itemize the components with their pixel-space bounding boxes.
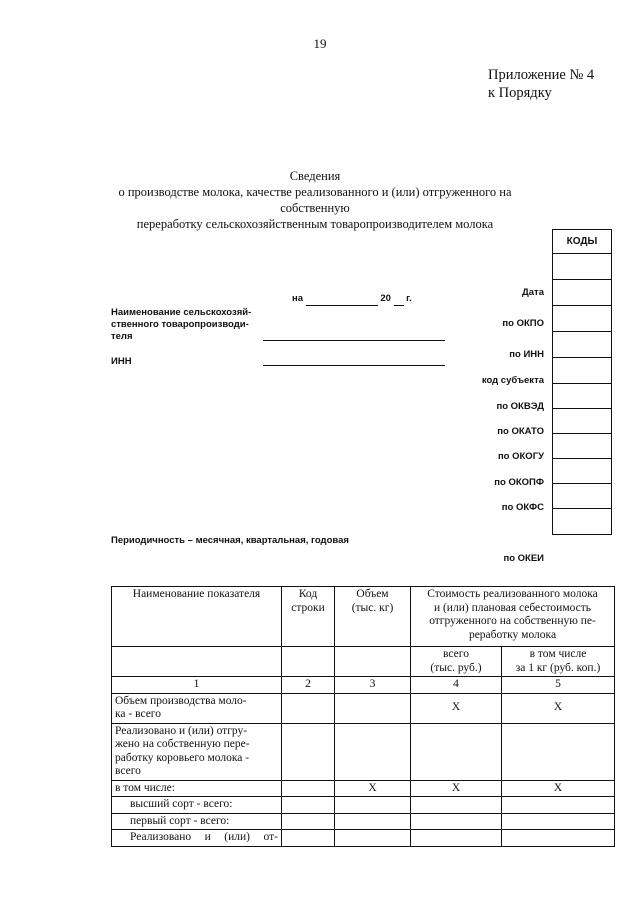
cost-total-cell: X (411, 693, 502, 723)
cost-total-cell (411, 797, 502, 814)
volume-cell (335, 797, 411, 814)
code-cell-okopf (553, 459, 612, 484)
header-row-code (282, 587, 335, 647)
header-cost-per-kg (502, 647, 615, 677)
header-cost-line-2: и (или) плановая себестоимость (433, 601, 592, 614)
row-label (112, 693, 282, 723)
column-number-1: 1 (112, 677, 282, 694)
cost-per-kg-cell (502, 723, 615, 780)
header-cost-line-1: Стоимость реализованного молока (427, 588, 598, 600)
producer-label-line-1: Наименование сельскохозяй- (111, 307, 252, 318)
row-label-line: работку коровьего молока - (115, 751, 250, 764)
header-volume-line-2: (тыс. кг) (351, 601, 394, 614)
appendix-heading (488, 66, 594, 102)
row-label-line: Реализовано и (или) отгру- (115, 724, 248, 737)
header-blank (335, 647, 411, 677)
volume-cell: X (335, 780, 411, 797)
codes-header: КОДЫ (553, 230, 612, 254)
codes-table (552, 229, 612, 535)
row-label (112, 723, 282, 780)
page-number: 19 (313, 36, 327, 51)
table-row (112, 780, 615, 797)
appendix-line-1: Приложение № 4 (488, 67, 595, 83)
row-code-cell (282, 813, 335, 830)
code-label-okogu: по ОКОГУ (497, 451, 544, 462)
code-label-okopf: по ОКОПФ (494, 477, 544, 488)
code-label-inn: по ИНН (509, 349, 544, 360)
header-code-line-1: Код (298, 588, 318, 600)
volume-cell (335, 693, 411, 723)
code-label-okato: по ОКАТО (497, 426, 544, 437)
code-label-date: Дата (522, 287, 544, 298)
table-row (112, 813, 615, 830)
inn-label: ИНН (111, 356, 132, 367)
cost-per-kg-cell (502, 813, 615, 830)
code-label-okei: по ОКЕИ (503, 553, 544, 564)
table-row (112, 693, 615, 723)
producer-name-label (111, 307, 251, 343)
producer-name-line (263, 340, 445, 341)
cost-per-kg-cell (502, 830, 615, 847)
code-cell-okpo (553, 306, 612, 332)
column-number-3: 3 (335, 677, 411, 694)
producer-label-line-2: ственного товаропроизводи- (111, 319, 249, 330)
header-blank (282, 647, 335, 677)
indicators-table (111, 586, 615, 847)
volume-cell (335, 830, 411, 847)
document-title (100, 168, 530, 232)
header-volume (335, 587, 411, 647)
header-total-line-2: (тыс. руб.) (430, 661, 482, 674)
code-label-okpo: по ОКПО (502, 318, 544, 329)
row-label: в том числе: (112, 780, 282, 797)
header-blank (112, 647, 282, 677)
volume-cell (335, 813, 411, 830)
code-cell (553, 254, 612, 280)
code-cell-subject (553, 358, 612, 384)
header-per-kg-line-1: в том числе (529, 648, 587, 660)
report-date-field (292, 293, 412, 306)
cost-per-kg-cell: X (502, 693, 615, 723)
row-label: Реализовано и (или) от- (112, 830, 282, 847)
header-cost-line-4: реработку молока (468, 628, 557, 641)
code-label-okved: по ОКВЭД (496, 401, 544, 412)
row-label: первый сорт - всего: (112, 813, 282, 830)
row-code-cell (282, 780, 335, 797)
date-suffix: г. (406, 293, 412, 304)
header-code-line-2: строки (291, 601, 325, 614)
code-label-okfs: по ОКФС (501, 502, 544, 513)
table-row (112, 723, 615, 780)
header-total-line-1: всего (443, 648, 469, 660)
row-label-line: Объем производства моло- (115, 694, 247, 707)
row-label: высший сорт - всего: (112, 797, 282, 814)
cost-per-kg-cell (502, 797, 615, 814)
year-blank (394, 293, 404, 306)
column-number-5: 5 (502, 677, 615, 694)
table-row (112, 830, 615, 847)
cost-total-cell (411, 813, 502, 830)
row-code-cell (282, 723, 335, 780)
row-code-cell (282, 830, 335, 847)
code-cell-okei (553, 509, 612, 535)
header-indicator-name: Наименование показателя (112, 587, 282, 647)
code-cell-okato (553, 409, 612, 434)
column-number-4: 4 (411, 677, 502, 694)
column-number-2: 2 (282, 677, 335, 694)
code-cell-inn (553, 332, 612, 358)
header-cost-total (411, 647, 502, 677)
title-line-2: о производстве молока, качестве реализованного и (или) отгруженного на собственную (118, 185, 512, 215)
code-cell-okogu (553, 434, 612, 459)
periodicity-label: Периодичность – месячная, квартальная, годовая (111, 535, 349, 546)
cost-total-cell: X (411, 780, 502, 797)
header-volume-line-1: Объем (356, 588, 389, 600)
header-cost-line-3: отгруженного на собственную пе- (429, 615, 596, 627)
date-prefix: на (292, 293, 304, 304)
title-line-1: Сведения (289, 169, 341, 183)
code-cell-date (553, 280, 612, 306)
producer-label-line-3: теля (111, 331, 133, 342)
row-label-line: всего (115, 765, 141, 777)
header-per-kg-line-2: за 1 кг (руб. коп.) (515, 661, 601, 674)
cost-total-cell (411, 830, 502, 847)
title-line-3: переработку сельскохозяйственным товаропроизводителем молока (136, 217, 494, 231)
row-label-line: жено на собственную пере- (115, 738, 250, 750)
row-code-cell (282, 797, 335, 814)
row-code-cell (282, 693, 335, 723)
cost-per-kg-cell: X (502, 780, 615, 797)
volume-cell (335, 723, 411, 780)
table-row (112, 797, 615, 814)
date-year: 20 (380, 293, 391, 304)
appendix-line-2: к Порядку (488, 85, 552, 101)
row-label-line: ка - всего (115, 708, 161, 720)
inn-line (263, 365, 445, 366)
cost-total-cell (411, 723, 502, 780)
date-blank (306, 293, 378, 306)
header-cost (411, 587, 615, 647)
code-cell-okfs (553, 484, 612, 509)
code-label-subject: код субъекта (481, 375, 544, 386)
code-cell-okved (553, 384, 612, 409)
